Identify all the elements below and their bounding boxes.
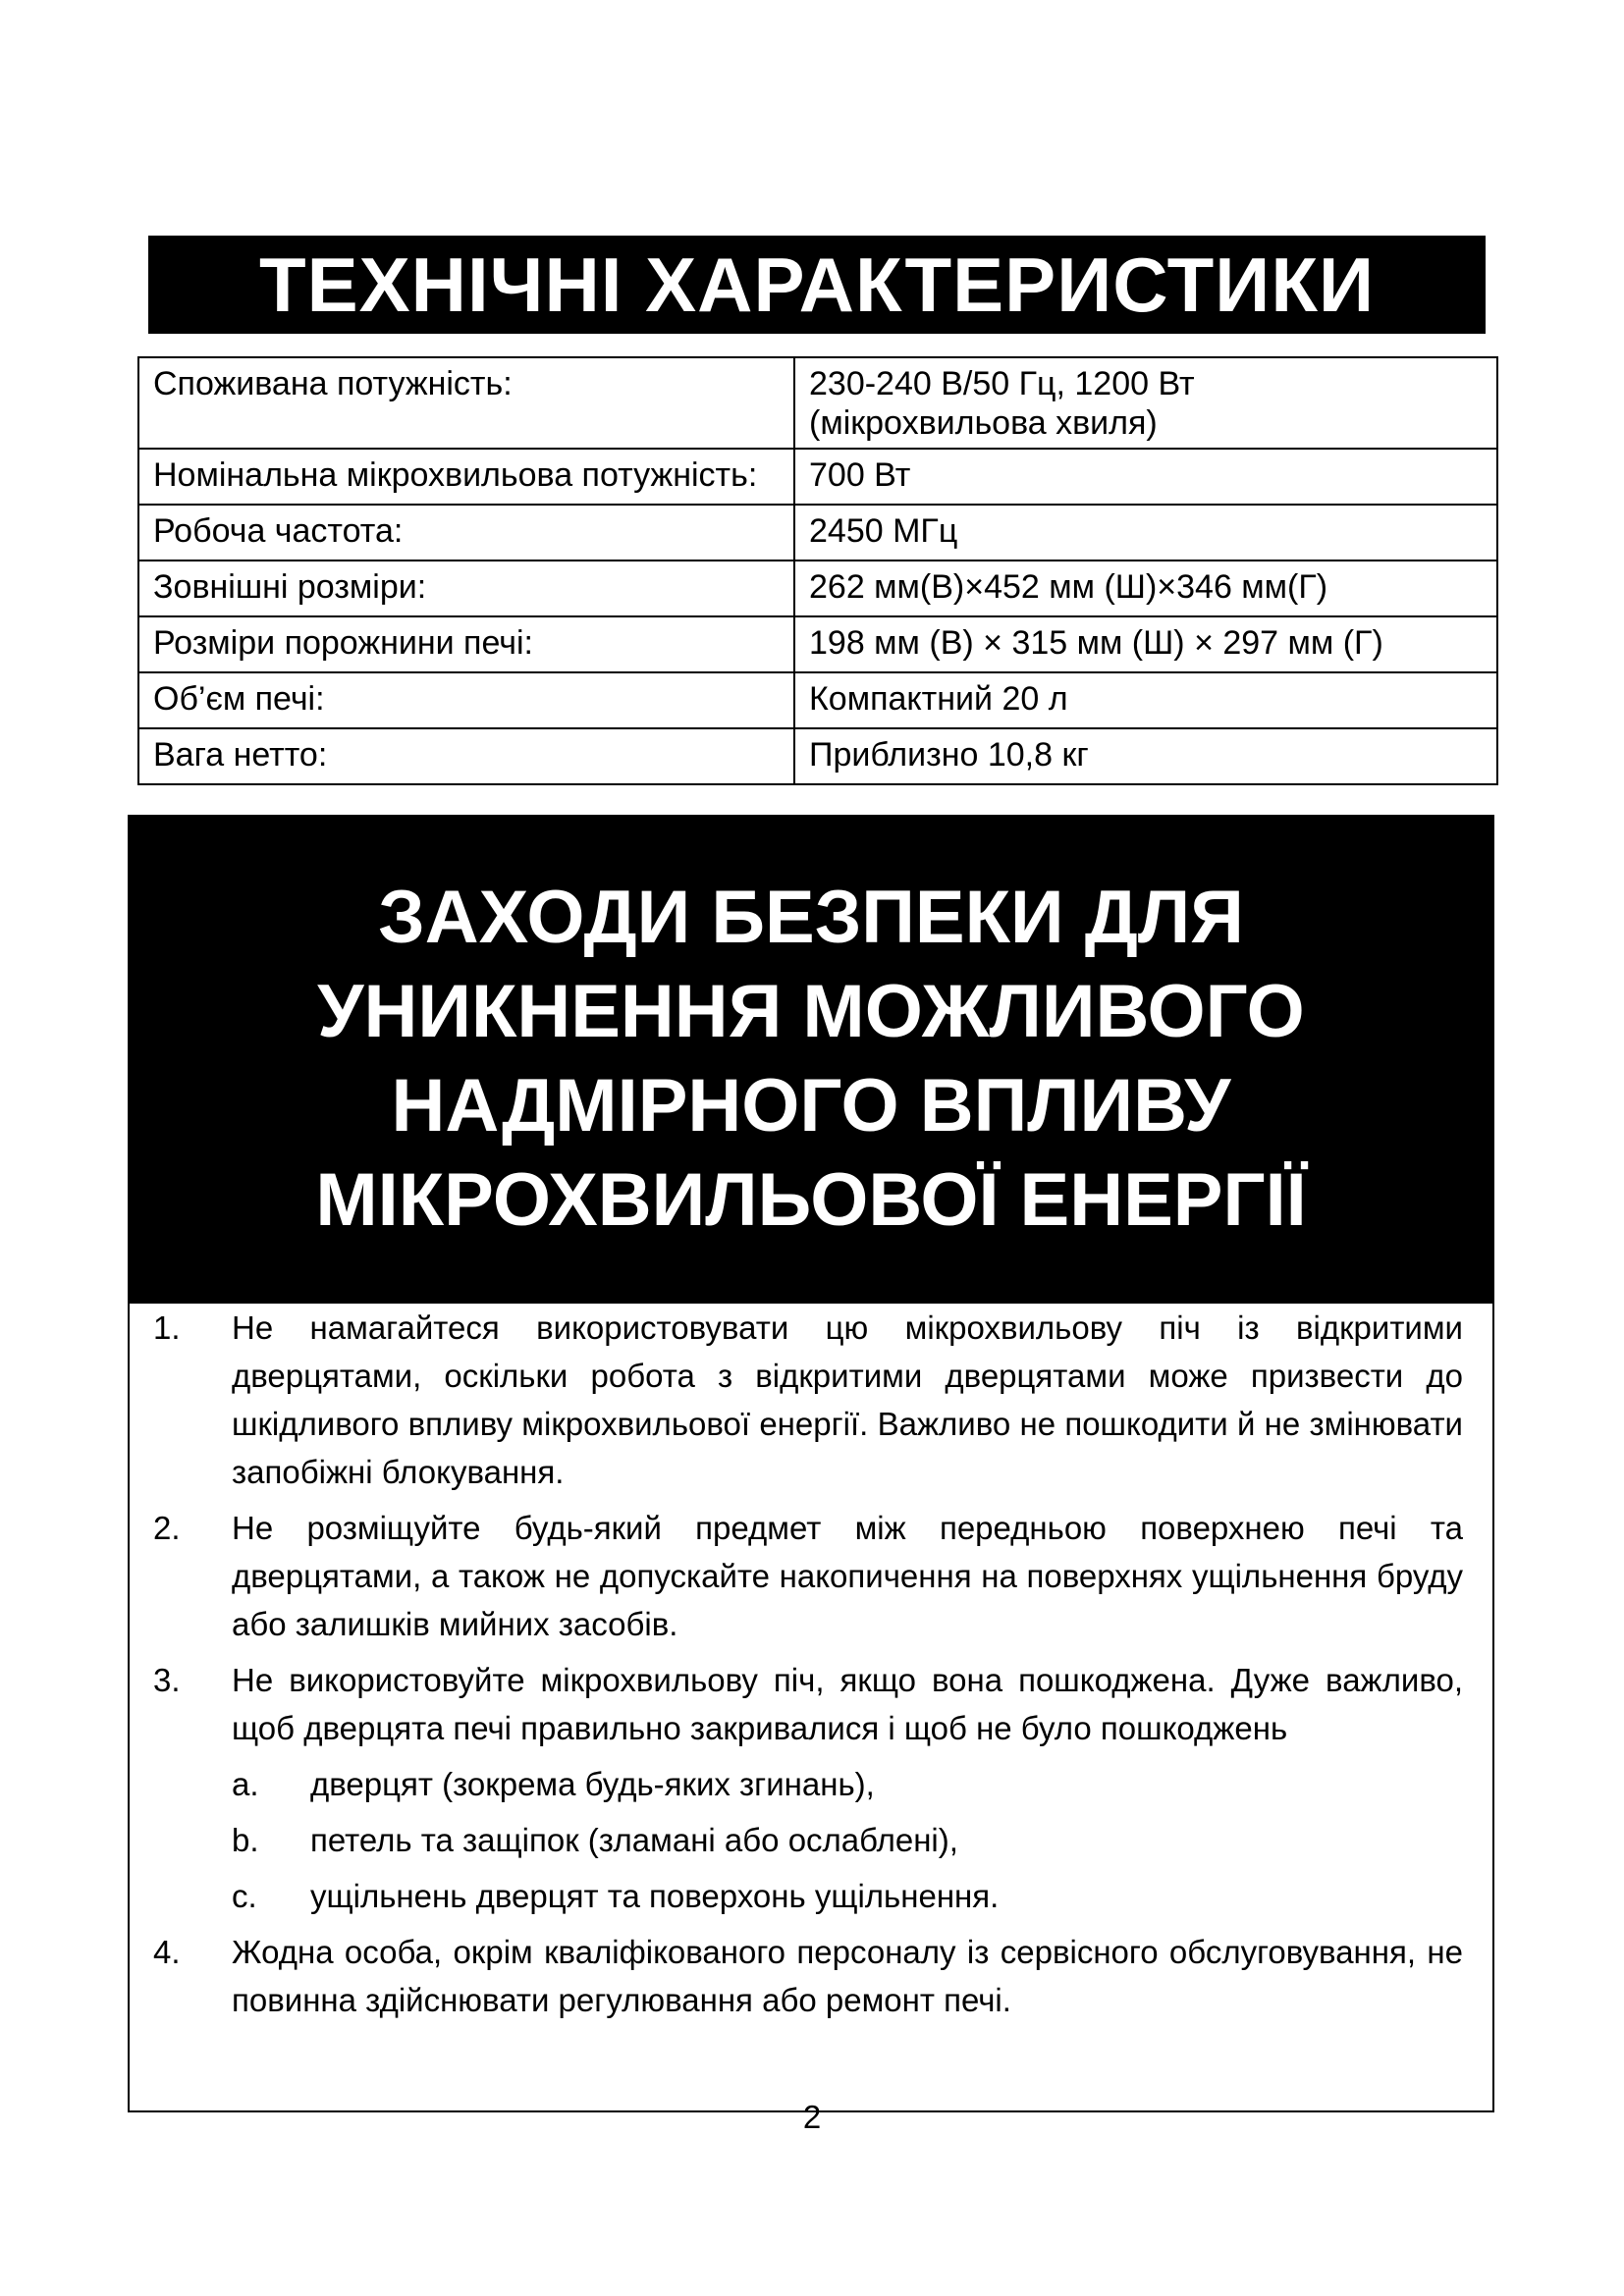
safety-title-line: ЗАХОДИ БЕЗПЕКИ ДЛЯ [378,876,1244,959]
spec-label: Робоча частота: [138,505,794,561]
list-item [128,1304,1494,1496]
list-item-number: 3. [153,1662,181,1698]
table-row [138,728,1497,784]
spec-value: Компактний 20 л [794,672,1497,728]
page-number: 2 [802,2099,822,2135]
table-row [138,505,1497,561]
sub-list-item-text: ущільнень дверцят та поверхонь ущільнення. [310,1878,1000,1914]
spec-value: 262 мм(В)×452 мм (Ш)×346 мм(Г) [794,561,1497,616]
list-item-text: Жодна особа, окрім кваліфікованого персоналу із сервісного обслуговування, не повинна здійснювати регулювання або ремонт печі. [232,1934,1463,2018]
sub-list-item-letter: a. [232,1766,259,1802]
list-item-text: Не використовуйте мікрохвильову піч, якщо вона пошкоджена. Дуже важливо, щоб дверцята печі правильно закривалися і щоб не було пошкоджень [232,1662,1463,1746]
spec-label: Розміри порожнини печі: [138,616,794,672]
spec-value: 198 мм (В) × 315 мм (Ш) × 297 мм (Г) [794,616,1497,672]
sub-list-item-text: петель та защіпок (зламані або ослаблені), [310,1822,958,1858]
safety-title-line: МІКРОХВИЛЬОВОЇ ЕНЕРГІЇ [315,1158,1307,1242]
spec-value-line: 230-240 В/50 Гц, 1200 Вт [809,365,1195,402]
specs-title: ТЕХНІЧНІ ХАРАКТЕРИСТИКИ [258,240,1376,328]
list-item-number: 4. [153,1934,181,1970]
specs-title-banner [148,236,1486,334]
table-row [138,449,1497,505]
sub-list-item [128,1760,1494,1808]
safety-title-line: УНИКНЕННЯ МОЖЛИВОГО [317,970,1305,1053]
list-item-text: Не намагайтеся використовувати цю мікрохвильову піч із відкритими дверцятами, оскільки робота з відкритими дверцятами може призвести до шкідливого впливу мікрохвильової енергії. Важливо не пошкодити й не змінювати запобіжні блокування. [232,1309,1463,1490]
sub-list-item-text: дверцят (зокрема будь-яких згинань), [310,1766,875,1802]
sub-list-item [128,1872,1494,1920]
spec-label: Вага нетто: [138,728,794,784]
sub-list-item-letter: c. [232,1878,257,1914]
list-item-number: 1. [153,1309,181,1346]
specs-table [137,356,1498,785]
safety-title-line: НАДМІРНОГО ВПЛИВУ [391,1064,1231,1148]
list-item [128,1656,1494,1752]
table-row [138,616,1497,672]
table-row [138,561,1497,616]
spec-value: 2450 МГц [794,505,1497,561]
spec-label: Об’єм печі: [138,672,794,728]
spec-value: 700 Вт [794,449,1497,505]
table-row [138,672,1497,728]
spec-label: Номінальна мікрохвильова потужність: [138,449,794,505]
sub-list-item [128,1816,1494,1864]
list-item [128,1928,1494,2024]
list-item-text: Не розміщуйте будь-який предмет між передньою поверхнею печі та дверцятами, а також не допускайте накопичення на поверхнях ущільнення бруду або залишків мийних засобів. [232,1510,1463,1642]
spec-value [794,357,1497,449]
spec-label: Споживана потужність: [138,357,794,449]
safety-list [128,1304,1494,2032]
spec-value: Приблизно 10,8 кг [794,728,1497,784]
list-item [128,1504,1494,1648]
spec-value-line: (мікрохвильова хвиля) [809,404,1158,442]
sub-list-item-letter: b. [232,1822,259,1858]
safety-title-banner [128,815,1494,1304]
table-row [138,357,1497,449]
list-item-number: 2. [153,1510,181,1546]
spec-label: Зовнішні розміри: [138,561,794,616]
